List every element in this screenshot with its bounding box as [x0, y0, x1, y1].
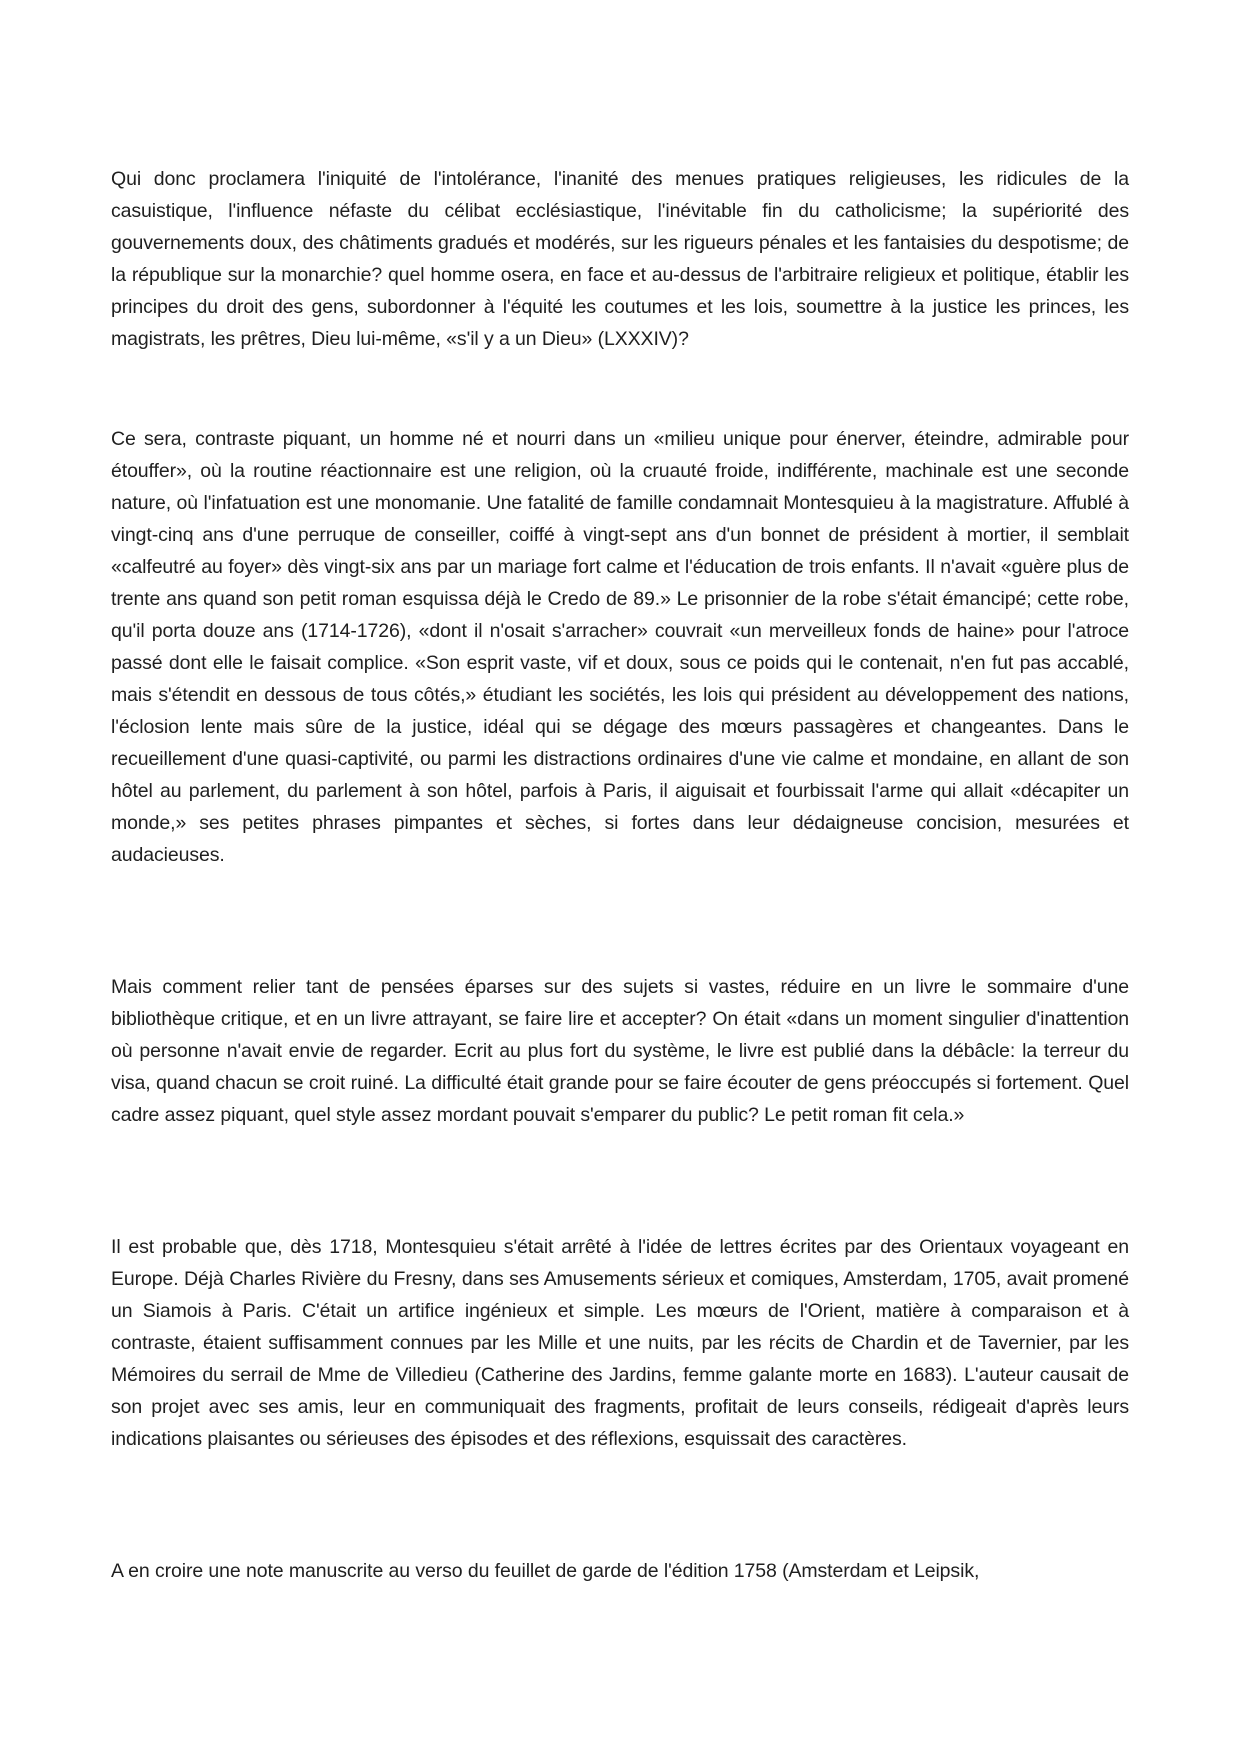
paragraph-petit-roman: Mais comment relier tant de pensées éparses sur des sujets si vastes, réduire en un livre le sommaire d'une bibliothèque critique, et en un livre attrayant, se faire lire et accepter? On était «dans un moment singulier d'inattention où personne n'avait envie de regarder. Ecrit au plus fort du système, le livre est publié dans la débâcle: la terreur du visa, quand chacun se croit ruiné. La difficulté était grande pour se faire écouter de gens préoccupés si fortement. Quel cadre assez piquant, quel style assez mordant pouvait s'emparer du public? Le petit roman fit cela.» [111, 976, 1129, 1126]
paragraph-montesquieu-magistrature: Ce sera, contraste piquant, un homme né et nourri dans un «milieu unique pour énerver, éteindre, admirable pour étouffer», où la routine réactionnaire est une religion, où la cruauté froide, indifférente, machinale est une seconde nature, où l'infatuation est une monomanie. Une fatalité de famille condamnait Montesquieu à la magistrature. Affublé à vingt-cinq ans d'une perruque de conseiller, coiffé à vingt-sept ans d'un bonnet de président à mortier, il semblait «calfeutré au foyer» dès vingt-six ans par un mariage fort calme et l'éducation de trois enfants. Il n'avait «guère plus de trente ans quand son petit roman esquissa déjà le Credo de 89.» Le prisonnier de la robe s'était émancipé; cette robe, qu'il porta douze ans (1714-1726), «dont il n'osait s'arracher» couvrait «un merveilleux fonds de haine» pour l'atroce passé dont elle le faisait complice. «Son esprit vaste, vif et doux, sous ce poids qui le contenait, n'en fut pas accablé, mais s'étendit en dessous de tous côtés,» étudiant les sociétés, les lois qui président au développement des nations, l'éclosion lente mais sûre de la justice, idéal qui se dégage des mœurs passagères et changeantes. Dans le recueillement d'une quasi-captivité, ou parmi les distractions ordinaires d'une vie calme et mondaine, en allant de son hôtel au parlement, du parlement à son hôtel, parfois à Paris, il aiguisait et fourbissait l'arme qui allait «décapiter un monde,» ses petites phrases pimpantes et sèches, si fortes dans leur dédaigneuse concision, mesurées et audacieuses. [111, 428, 1129, 866]
paragraph-intolerance: Qui donc proclamera l'iniquité de l'intolérance, l'inanité des menues pratiques religieuses, les ridicules de la casuistique, l'influence néfaste du célibat ecclésiastique, l'inévitable fin du catholicisme; la supériorité des gouvernements doux, des châtiments gradués et modérés, sur les rigueurs pénales et les fantaisies du despotisme; de la république sur la monarchie? quel homme osera, en face et au-dessus de l'arbitraire religieux et politique, établir les principes du droit des gens, subordonner à l'équité les coutumes et les lois, soumettre à la justice les princes, les magistrats, les prêtres, Dieu lui-même, «s'il y a un Dieu» (LXXXIV)? [111, 168, 1129, 350]
paragraph-lettres-orientaux: Il est probable que, dès 1718, Montesquieu s'était arrêté à l'idée de lettres écrites par des Orientaux voyageant en Europe. Déjà Charles Rivière du Fresny, dans ses Amusements sérieux et comiques, Amsterdam, 1705, avait promené un Siamois à Paris. C'était un artifice ingénieux et simple. Les mœurs de l'Orient, matière à comparaison et à contraste, étaient suffisamment connues par les Mille et une nuits, par les récits de Chardin et de Tavernier, par les Mémoires du serrail de Mme de Villedieu (Catherine des Jardins, femme galante morte en 1683). L'auteur causait de son projet avec ses amis, leur en communiquait des fragments, profitait de leurs conseils, rédigeait d'après leurs indications plaisantes ou sérieuses des épisodes et des réflexions, esquissait des caractères. [111, 1236, 1129, 1450]
paragraph-note-manuscrite: A en croire une note manuscrite au verso du feuillet de garde de l'édition 1758 (Amsterdam et Leipsik, [111, 1560, 980, 1582]
